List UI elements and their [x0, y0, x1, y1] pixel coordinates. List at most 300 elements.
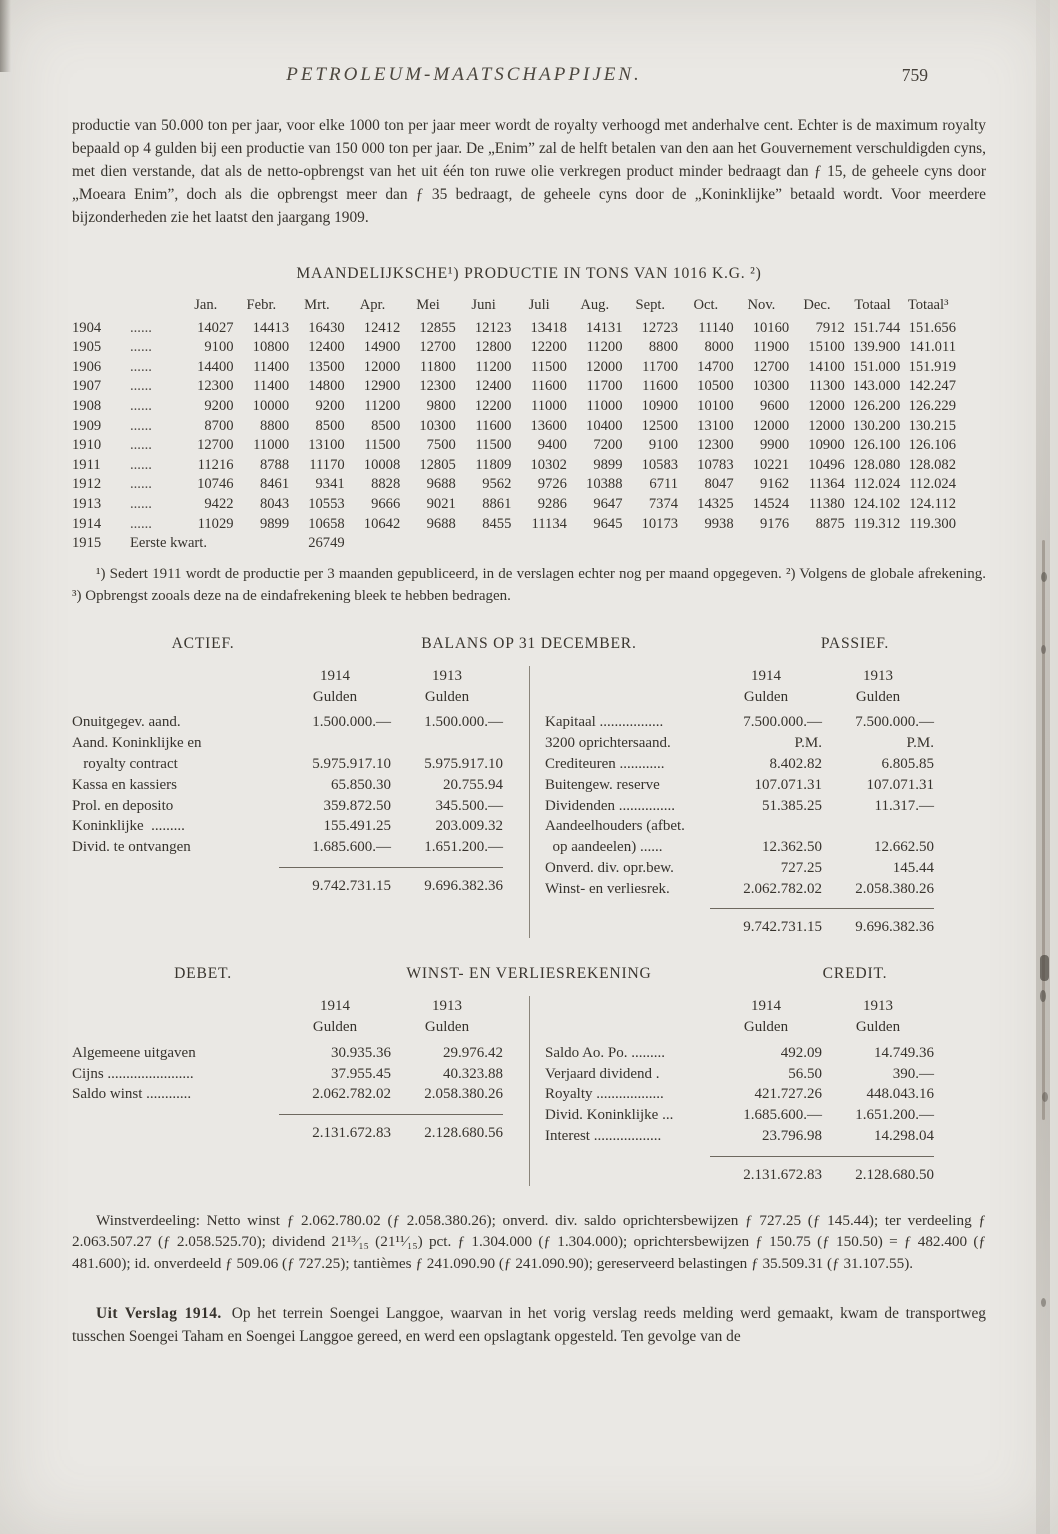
- row-1915-value: 26749: [308, 535, 345, 552]
- cell-mei: 9021: [426, 495, 456, 512]
- spacer-row: [545, 899, 934, 909]
- row-label: royalty contract: [72, 755, 178, 772]
- spacer: [545, 666, 710, 687]
- row-label: Algemeene uitgaven: [72, 1044, 196, 1061]
- credit-table: [545, 996, 934, 1185]
- row-year: 1914: [72, 515, 102, 532]
- cell-jan: 8700: [204, 417, 234, 434]
- cell-febr: 11400: [253, 358, 290, 375]
- row-dots: ......: [130, 319, 152, 336]
- column-header: Sept.: [635, 297, 666, 313]
- cell-nov: 12700: [752, 358, 790, 375]
- cell-totaal: 119.312: [853, 515, 901, 532]
- production-row: [72, 475, 956, 495]
- credit-row: [545, 1105, 934, 1126]
- amount-1914: 65.850.30: [331, 776, 391, 793]
- cell-oct: 8047: [704, 476, 734, 493]
- cell-oct: 9938: [704, 515, 734, 532]
- row-label: Kassa en kassiers: [72, 776, 177, 793]
- cell-totaal-2: 126.106: [908, 437, 956, 454]
- column-header: Mei: [416, 297, 440, 313]
- row-label: Crediteuren ............: [545, 755, 665, 772]
- cell-mrt: 10553: [308, 495, 345, 512]
- cell-mei: 12300: [419, 378, 456, 395]
- cell-dec: 10900: [808, 437, 845, 454]
- row-1915-filler: [345, 534, 956, 554]
- cell-dec: 7912: [815, 319, 845, 336]
- cell-jan: 11029: [197, 515, 234, 532]
- cell-aug: 12000: [586, 358, 623, 375]
- cell-mei: 12855: [419, 319, 456, 336]
- cell-apr: 12000: [363, 358, 401, 375]
- cell-aug: 11000: [586, 397, 623, 414]
- cell-apr: 12900: [363, 378, 401, 395]
- cell-sept: 11700: [642, 358, 679, 375]
- cell-mei: 10300: [419, 417, 456, 434]
- row-label: op aandeelen) ......: [545, 839, 663, 856]
- spacer: [72, 867, 279, 896]
- page-number: 759: [901, 65, 928, 85]
- spacer: [72, 666, 279, 687]
- cell-oct: 13100: [697, 417, 734, 434]
- cell-dec: 10496: [808, 456, 845, 473]
- amount-1914: 23.796.98: [762, 1128, 822, 1145]
- cell-aug: 11700: [586, 378, 623, 395]
- cell-nov: 10160: [752, 319, 790, 336]
- cell-dec: 11364: [808, 476, 845, 493]
- winst-debet-column: [72, 996, 529, 1185]
- debet-total-1914: 2.131.672.83: [279, 1115, 391, 1144]
- column-header: Aug.: [580, 297, 610, 313]
- debet-table: [72, 996, 503, 1144]
- cell-totaal: 143.000: [852, 378, 901, 395]
- winstverdeeling-paragraph: Winstverdeeling: Netto winst ƒ 2.062.780.02 (ƒ 2.058.380.26); onverd. div. saldo oprichtersbewijzen ƒ 727.25 (ƒ 145.44); ter verdeeling ƒ 2.063.507.27 (ƒ 2.058.525.70); dividend 21¹³⁄₁₅ (21¹¹⁄₁₅) pct. ƒ 1.304.000 (ƒ 1.304.000); oprichtersbewijzen ƒ 150.75 (ƒ 150.50) = ƒ 482.400 (ƒ 481.600); id. onverdeeld ƒ 509.06 (ƒ 727.25); tantièmes ƒ 241.090.90 (ƒ 241.090.90); gereserveerd belastingen ƒ 35.509.31 (ƒ 31.107.55).: [72, 1211, 986, 1272]
- passief-row: [545, 858, 934, 879]
- cell-nov: 10221: [752, 456, 790, 473]
- cell-dec: 11300: [808, 378, 845, 395]
- passief-total-row: [545, 909, 934, 938]
- production-row: [72, 377, 956, 397]
- cell-jan: 14400: [197, 358, 234, 375]
- cell-juni: 11809: [475, 456, 512, 473]
- cell-febr: 9899: [259, 515, 290, 532]
- debet-row: [72, 1084, 503, 1105]
- amount-1914: 7.500.000.—: [743, 714, 822, 731]
- row-dots: ......: [130, 417, 152, 434]
- passief-row: [545, 796, 934, 817]
- amount-1913: 107.071.31: [866, 776, 934, 793]
- column-header: Oct.: [693, 297, 719, 313]
- balans-body: [72, 666, 986, 939]
- balans-title: BALANS OP 31 DECEMBER.: [421, 634, 637, 652]
- amount-1914: 51.385.25: [762, 797, 822, 814]
- cell-oct: 12300: [697, 437, 734, 454]
- row-year: 1904: [72, 319, 102, 336]
- cell-aug: 9899: [593, 456, 623, 473]
- credit-row: [545, 1084, 934, 1105]
- cell-juni: 11600: [475, 417, 512, 434]
- spacer-row: [72, 1105, 503, 1115]
- amount-1913: 6.805.85: [881, 755, 934, 772]
- verslag-paragraph: [72, 1302, 986, 1348]
- year-header-row: [72, 996, 503, 1017]
- cell-oct: 11140: [698, 319, 734, 336]
- row-dots: ......: [130, 437, 152, 454]
- cell-juli: 13418: [530, 319, 567, 336]
- amount-1913: 1.500.000.—: [424, 714, 503, 731]
- cell-juli: 13600: [530, 417, 567, 434]
- amount-1914: 30.935.36: [331, 1044, 391, 1061]
- actief-row: [72, 816, 503, 837]
- cell-totaal: 126.100: [852, 437, 901, 454]
- amount-1914: 5.975.917.10: [312, 755, 391, 772]
- passief-row: [545, 712, 934, 733]
- amount-1914: 12.362.50: [762, 839, 822, 856]
- cell-jan: 9100: [204, 339, 234, 356]
- spacer: [72, 687, 279, 713]
- actief-total-1913: 9.696.382.36: [391, 867, 503, 896]
- winst-body: [72, 996, 986, 1185]
- row-label: Onverd. div. opr.bew.: [545, 859, 674, 876]
- cell-mei: 7500: [426, 437, 456, 454]
- amount-1914: 2.062.782.02: [312, 1086, 391, 1103]
- row-dots: ......: [130, 397, 152, 414]
- credit-row: [545, 1126, 934, 1147]
- cell-mei: 11800: [419, 358, 456, 375]
- cell-febr: 10000: [252, 397, 290, 414]
- currency-header-row: [72, 687, 503, 713]
- credit-label: CREDIT.: [822, 965, 888, 983]
- cell-sept: 12500: [641, 417, 679, 434]
- cell-totaal: 139.900: [852, 339, 901, 356]
- cell-oct: 10500: [697, 378, 734, 395]
- cell-juli: 9726: [537, 476, 567, 493]
- cell-apr: 11500: [364, 437, 401, 454]
- production-table-title: MAANDELIJKSCHE¹) PRODUCTIE IN TONS VAN 1016 K.G. ²): [296, 265, 762, 282]
- cell-mei: 12805: [419, 456, 456, 473]
- amount-1914: 1.685.600.—: [743, 1107, 822, 1124]
- production-row: [72, 515, 956, 535]
- row-year: 1910: [72, 437, 102, 454]
- cell-totaal-2: 119.300: [909, 515, 956, 532]
- credit-total-row: [545, 1156, 934, 1185]
- row-label: Dividenden ...............: [545, 797, 675, 814]
- cell-totaal-2: 151.656: [908, 319, 956, 336]
- cell-sept: 7374: [648, 495, 679, 512]
- amount-1913: 29.976.42: [443, 1044, 503, 1061]
- cell-totaal: 151.744: [852, 319, 901, 336]
- column-header: Totaal³: [907, 297, 949, 313]
- cell-juni: 12400: [474, 378, 512, 395]
- year-header-row: [545, 996, 934, 1017]
- verslag-text: Op het terrein Soengei Langgoe, waarvan in het vorig verslag reeds melding werd gemaakt, kwam de transportweg tusschen Soengei Taham en Soengei Langgoe gereed, en werd een opslagtank opgesteld. Ten gevolge van de: [72, 1305, 986, 1346]
- amount-1913: 390.—: [892, 1065, 934, 1082]
- amount-1913: 345.500.—: [435, 797, 503, 814]
- winst-title: WINST- EN VERLIESREKENING: [406, 965, 652, 983]
- row-label: Divid. te ontvangen: [72, 839, 191, 856]
- cell-mrt: 12400: [308, 339, 345, 356]
- cell-febr: 11400: [253, 378, 290, 395]
- cell-juni: 8861: [482, 495, 512, 512]
- amount-1914: 107.071.31: [754, 776, 822, 793]
- cell-juni: 8455: [482, 515, 512, 532]
- cell-febr: 14413: [252, 319, 290, 336]
- cell-juni: 9562: [482, 476, 512, 493]
- passief-table: [545, 666, 934, 939]
- cell-febr: 8800: [259, 417, 290, 434]
- cell-mrt: 8500: [315, 417, 345, 434]
- debet-row: [72, 1043, 503, 1064]
- amount-1914: 359.872.50: [323, 797, 391, 814]
- row-year: 1905: [72, 339, 102, 356]
- cell-apr: 8500: [371, 417, 401, 434]
- cell-jan: 10746: [197, 476, 234, 493]
- cell-mrt: 11170: [309, 456, 345, 473]
- passief-label: PASSIEF.: [820, 634, 890, 652]
- row-dots: ......: [130, 495, 152, 512]
- cell-mrt: 13100: [308, 437, 345, 454]
- production-row: [72, 338, 956, 358]
- year-header-row: [545, 666, 934, 687]
- credit-row: [545, 1043, 934, 1064]
- cell-totaal-2: 112.024: [909, 476, 956, 493]
- row-label: Kapitaal .................: [545, 714, 664, 731]
- spacer: [545, 1017, 710, 1043]
- production-table-body: [72, 319, 956, 535]
- passief-row: [545, 733, 934, 754]
- cell-jan: 14027: [197, 319, 234, 336]
- production-row: [72, 436, 956, 456]
- amount-1913: 7.500.000.—: [855, 714, 934, 731]
- row-dots: ......: [130, 378, 152, 395]
- row-1915-label: Eerste kwart.: [130, 535, 207, 552]
- cell-mei: 9800: [426, 397, 456, 414]
- amount-1913: [391, 733, 503, 754]
- cell-aug: 10400: [586, 417, 623, 434]
- cell-nov: 9176: [760, 515, 790, 532]
- cell-apr: 14900: [363, 339, 401, 356]
- cell-aug: 9645: [593, 515, 623, 532]
- cell-totaal: 112.024: [853, 476, 901, 493]
- cell-febr: 10800: [252, 339, 290, 356]
- amount-1914: P.M.: [794, 735, 822, 752]
- row-label: Royalty ..................: [545, 1086, 664, 1103]
- amount-1914: 492.09: [780, 1044, 822, 1061]
- year-1913: 1913: [432, 667, 462, 684]
- cell-oct: 10783: [697, 456, 734, 473]
- cell-dec: 15100: [808, 339, 845, 356]
- page-header: [72, 64, 986, 92]
- cell-totaal-2: 141.011: [909, 339, 956, 356]
- row-label: Aandeelhouders (afbet.: [545, 818, 685, 835]
- passief-row: [545, 879, 934, 900]
- row-year: 1912: [72, 476, 102, 493]
- cell-totaal-2: 126.229: [908, 397, 956, 414]
- cell-nov: 9900: [760, 437, 790, 454]
- intro-paragraph: productie van 50.000 ton per jaar, voor elke 1000 ton per jaar meer wordt de royalty verhoogd met anderhalve cent. Echter is de maximum royalty bepaald op 4 gulden bij een productie van 150 000 ton per jaar. De „Enim” zal de helft betalen van den aan het Gouvernement verschuldigden cyns, met dien verstande, dat als de netto-opbrengst van het uit één ton ruwe olie verkregen product minder bedraagt dan ƒ 15, de geheele cyns door „Moeara Enim”, doch als die opbrengst meer dan ƒ 35 bedraagt, de geheele cyns door de „Koninklijke” betaald wordt. Voor meerdere bijzonderheden zie het laatst den jaargang 1909.: [72, 117, 986, 226]
- amount-1914: 155.491.25: [323, 818, 391, 835]
- cell-nov: 14524: [752, 495, 790, 512]
- row-label: Aand. Koninklijke en: [72, 735, 202, 752]
- cell-oct: 14325: [697, 495, 734, 512]
- row-year: 1911: [72, 456, 101, 473]
- spacer: [72, 1115, 279, 1144]
- spacer-row: [545, 1147, 934, 1157]
- amount-1914: [710, 816, 822, 837]
- balans-passief-column: [529, 666, 986, 939]
- cell-aug: 9647: [593, 495, 623, 512]
- actief-total-row: [72, 867, 503, 896]
- currency-label: Gulden: [424, 1019, 470, 1036]
- debet-label: DEBET.: [174, 965, 232, 983]
- credit-total-1913: 2.128.680.50: [822, 1156, 934, 1185]
- amount-1913: 448.043.16: [866, 1086, 934, 1103]
- amount-1913: 2.058.380.26: [855, 880, 934, 897]
- cell-oct: 14700: [697, 358, 734, 375]
- row-dots: ......: [130, 476, 152, 493]
- row-label: Verjaard dividend .: [545, 1065, 660, 1082]
- cell-sept: 12723: [641, 319, 679, 336]
- cell-mrt: 13500: [308, 358, 345, 375]
- cell-nov: 12000: [752, 417, 790, 434]
- cell-oct: 8000: [704, 339, 734, 356]
- amount-1914: 8.402.82: [769, 755, 822, 772]
- amount-1913: [822, 816, 934, 837]
- spacer: [545, 909, 710, 938]
- header-spacer-dots: [130, 296, 178, 319]
- year-1914: 1914: [751, 667, 781, 684]
- passief-total-1913: 9.696.382.36: [822, 909, 934, 938]
- row-1915-empty: [234, 534, 290, 554]
- row-label: Koninklijke .........: [72, 818, 185, 835]
- row-year: 1915: [72, 535, 102, 552]
- actief-row: [72, 754, 503, 775]
- row-label: Interest ..................: [545, 1128, 662, 1145]
- passief-row: [545, 754, 934, 775]
- cell-juli: 10302: [530, 456, 567, 473]
- production-row: [72, 456, 956, 476]
- cell-totaal-2: 130.215: [908, 417, 956, 434]
- cell-dec: 11380: [808, 495, 845, 512]
- row-label: Saldo winst ............: [72, 1086, 192, 1103]
- amount-1914: 1.685.600.—: [312, 839, 391, 856]
- cell-juli: 11000: [530, 397, 567, 414]
- cell-nov: 9162: [760, 476, 790, 493]
- cell-sept: 10583: [641, 456, 679, 473]
- actief-row: [72, 712, 503, 733]
- cell-apr: 12412: [363, 319, 401, 336]
- verslag-heading: Uit Verslag 1914.: [96, 1305, 222, 1323]
- row-label: Prol. en deposito: [72, 797, 174, 814]
- amount-1913: 20.755.94: [443, 776, 503, 793]
- cell-mrt: 10658: [308, 515, 345, 532]
- cell-apr: 8828: [371, 476, 401, 493]
- production-table: [72, 296, 956, 554]
- amount-1913: 14.298.04: [874, 1128, 934, 1145]
- cell-jan: 9422: [204, 495, 234, 512]
- cell-mei: 9688: [426, 515, 456, 532]
- cell-febr: 8461: [259, 476, 290, 493]
- cell-juni: 11200: [475, 358, 512, 375]
- cell-apr: 11200: [364, 397, 401, 414]
- amount-1914: [279, 733, 391, 754]
- amount-1913: 14.749.36: [874, 1044, 934, 1061]
- cell-totaal: 124.102: [852, 495, 901, 512]
- production-row: [72, 417, 956, 437]
- currency-label: Gulden: [312, 688, 358, 705]
- row-year: 1906: [72, 358, 102, 375]
- amount-1913: 12.662.50: [874, 839, 934, 856]
- row-year: 1907: [72, 378, 102, 395]
- cell-jan: 12300: [197, 378, 234, 395]
- year-header-row: [72, 666, 503, 687]
- spacer: [545, 687, 710, 713]
- year-1913: 1913: [863, 998, 893, 1015]
- row-dots: ......: [130, 456, 152, 473]
- amount-1914: 1.500.000.—: [312, 714, 391, 731]
- cell-juni: 12123: [474, 319, 512, 336]
- amount-1913: 11.317.—: [874, 797, 934, 814]
- cell-sept: 9100: [648, 437, 679, 454]
- row-label: Divid. Koninklijke ...: [545, 1107, 674, 1124]
- cell-apr: 10008: [363, 456, 401, 473]
- cell-nov: 10300: [752, 378, 790, 395]
- actief-total-1914: 9.742.731.15: [279, 867, 391, 896]
- currency-header-row: [545, 1017, 934, 1043]
- cell-aug: 10388: [586, 476, 623, 493]
- cell-febr: 8788: [259, 456, 290, 473]
- cell-sept: 11600: [642, 378, 679, 395]
- amount-1913: 1.651.200.—: [855, 1107, 934, 1124]
- row-dots: ......: [130, 358, 152, 375]
- passief-row: [545, 837, 934, 858]
- cell-mei: 9688: [426, 476, 456, 493]
- cell-mrt: 9200: [315, 397, 345, 414]
- credit-row: [545, 1064, 934, 1085]
- cell-juli: 11600: [530, 378, 567, 395]
- cell-mrt: 16430: [308, 319, 345, 336]
- spacer: [72, 1017, 279, 1043]
- currency-label: Gulden: [743, 1019, 789, 1036]
- year-1914: 1914: [320, 998, 350, 1015]
- cell-apr: 9666: [371, 495, 401, 512]
- amount-1913: 2.058.380.26: [424, 1086, 503, 1103]
- column-header: Totaal: [854, 297, 891, 313]
- cell-totaal: 151.000: [852, 358, 901, 375]
- column-header: Juli: [528, 297, 550, 313]
- cell-aug: 11200: [586, 339, 623, 356]
- cell-juli: 12200: [530, 339, 567, 356]
- row-year: 1913: [72, 495, 102, 512]
- cell-totaal: 130.200: [852, 417, 901, 434]
- cell-apr: 10642: [363, 515, 401, 532]
- amount-1914: 56.50: [788, 1065, 822, 1082]
- column-header: Nov.: [747, 297, 776, 313]
- column-header: Juni: [471, 297, 496, 313]
- cell-jan: 11216: [197, 456, 234, 473]
- actief-row: [72, 733, 503, 754]
- cell-sept: 10900: [641, 397, 679, 414]
- currency-label: Gulden: [743, 688, 789, 705]
- amount-1913: 40.323.88: [443, 1065, 503, 1082]
- column-header: Mrt.: [304, 297, 330, 313]
- column-header: Apr.: [359, 297, 386, 313]
- spacer: [72, 996, 279, 1017]
- row-label: Onuitgegev. aand.: [72, 714, 181, 731]
- row-year: 1909: [72, 417, 102, 434]
- cell-dec: 14100: [808, 358, 845, 375]
- amount-1914: 421.727.26: [754, 1086, 822, 1103]
